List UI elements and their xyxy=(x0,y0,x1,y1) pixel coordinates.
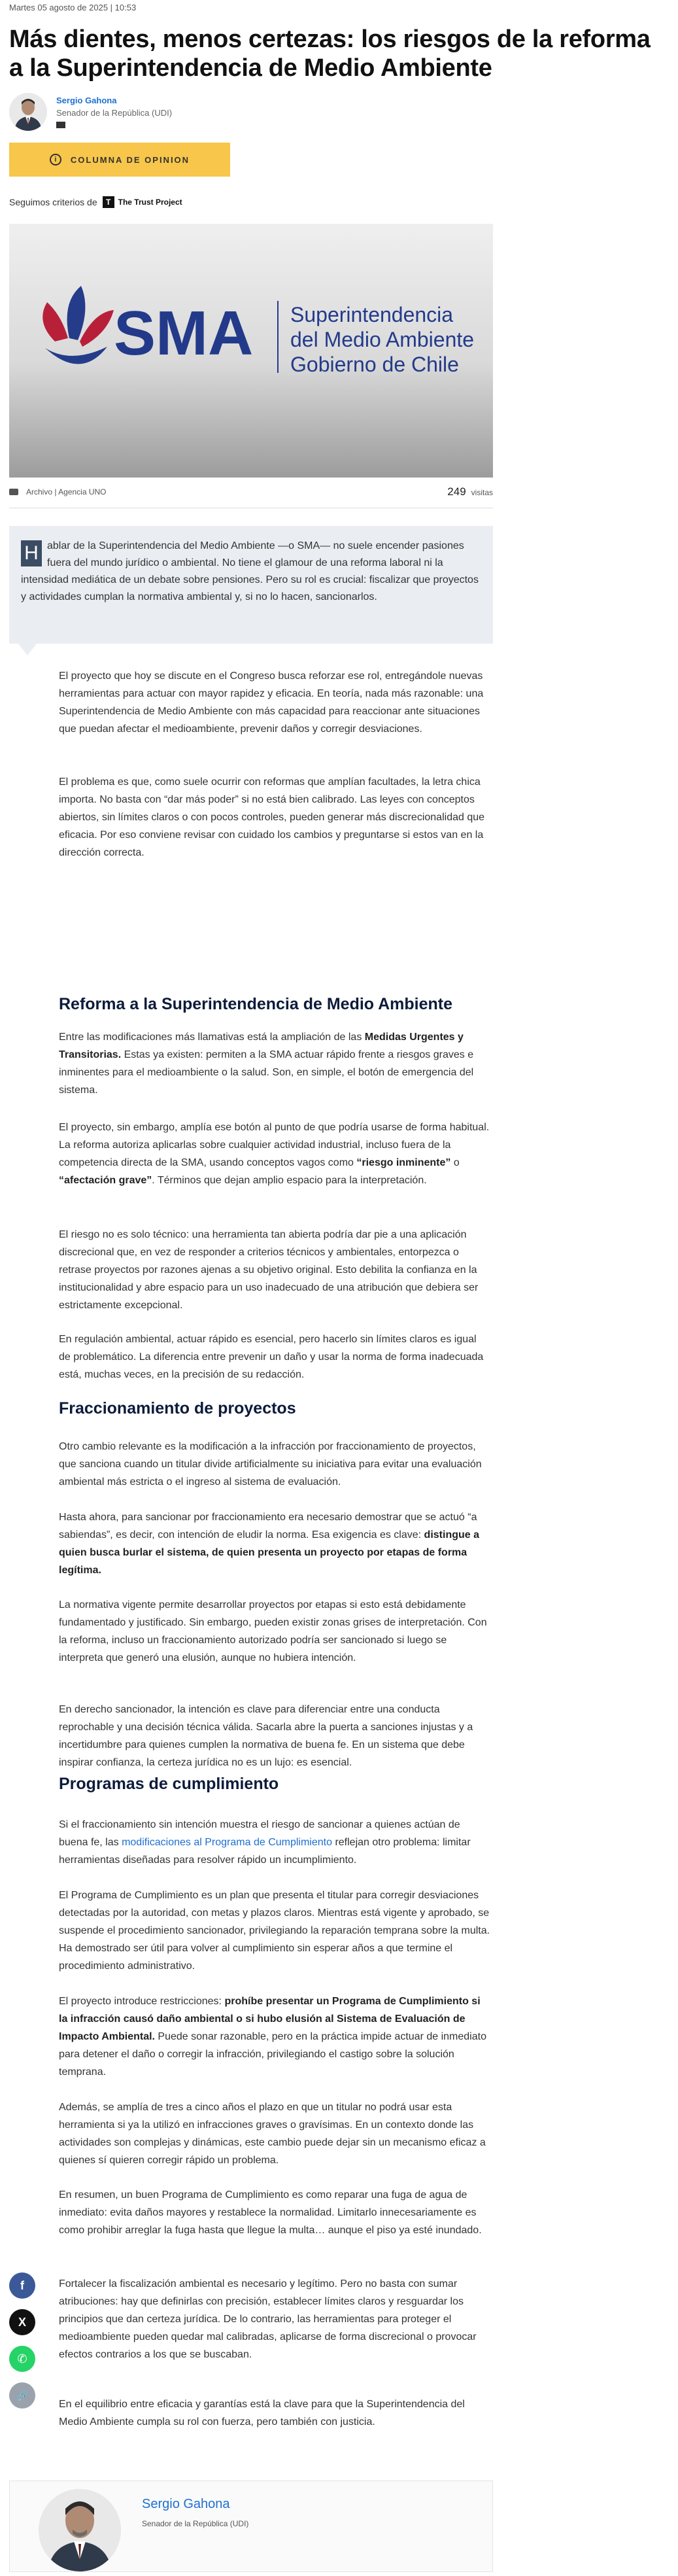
trust-t-icon: T xyxy=(103,196,114,208)
body-paragraph-r3: El riesgo no es solo técnico: una herramienta tan abierta podría dar pie a una aplicación discrecional que, en vez de responder a criterios técnicos y ambientales, entorpezca o retrase proyectos por razones ajenas a su objetivo original. Esto debilita la confianza en la institucionalidad y abre espacio para un uso inadecuado de una atribución que debiera ser estrictamente excepcional. xyxy=(59,1229,479,1311)
hero-line2: del Medio Ambiente xyxy=(290,328,475,351)
share-link-icon[interactable]: 🔗 xyxy=(9,2382,35,2409)
image-credit: Archivo | Agencia UNO xyxy=(26,487,107,496)
author-block xyxy=(9,93,172,131)
body-paragraph-1: El proyecto que hoy se discute en el Congreso busca reforzar ese rol, entregándole nuevas herramientas para actuar con mayor rapidez y eficacia. En teoría, nada más razonable: una Superintendencia de Medio Ambiente con más capacidad para reaccionar ante situaciones que puedan afectar el medioambiente, prevenir daños y corregir desviaciones. xyxy=(59,670,484,735)
trust-logo-text: The Trust Project xyxy=(118,198,182,207)
heading-programas: Programas de cumplimiento xyxy=(59,1775,279,1793)
article-title: Más dientes, menos certezas: los riesgos de la reforma a la Superintendencia de Medio Ambiente xyxy=(9,26,651,82)
opinion-column-badge[interactable] xyxy=(9,143,230,177)
lead-tail xyxy=(18,644,37,655)
visits-counter xyxy=(447,485,493,498)
sma-letters: SMA xyxy=(114,298,254,368)
author-bio-role: Senador de la República (UDI) xyxy=(142,2519,249,2528)
body-paragraph-r2: El proyecto, sin embargo, amplía ese botón al punto de que podría usarse de forma habitual. La reforma autoriza aplicarlas sobre cualquier actividad industrial, incluso fuera de la competencia directa de la SMA, usando conceptos vagos como “riesgo inminente” o “afectación grave”. Términos que dejan amplio espacio para la interpretación. xyxy=(59,1122,490,1186)
trust-project-logo[interactable] xyxy=(103,196,182,208)
body-paragraph-f3: La normativa vigente permite desarrollar proyectos por etapas si esto está debidamente fundamentado y justificado. Sin embargo, pueden existir zonas grises de interpretación. Con la reforma, incluso un fraccionamiento autorizado podría ser sancionado si luego se interpreta que generó una elusión, aunque no hubiera intención. xyxy=(59,1599,487,1663)
body-paragraph-f4: En derecho sancionador, la intención es clave para diferenciar entre una conducta reprochable y una decisión técnica válida. Sacarla abre la puerta a sanciones injustas y a incertidumbre para quienes cumplen la normativa de buena fe. En un sistema que debe inspirar confianza, la certeza jurídica no es un lujo: es esencial. xyxy=(59,1704,473,1768)
body-paragraph-pc3: El proyecto introduce restricciones: prohíbe presentar un Programa de Cumplimiento si la infracción causó daño ambiental o si hubo elusión al Sistema de Evaluación de Impacto Ambiental. Puede sonar razonable, pero en la práctica impide actuar de inmediato para detener el daño o corregir la infracción, privilegiando el castigo sobre la solución temprana. xyxy=(59,1996,486,2078)
body-paragraph-r1: Entre las modificaciones más llamativas está la ampliación de las Medidas Urgentes y Transitorias. Estas ya existen: permiten a la SMA actuar rápido frente a riesgos graves e inminentes para el medioambiente o la salud. Son, en simple, el botón de emergencia del sistema. xyxy=(59,1032,474,1096)
body-paragraph-pc7: En el equilibrio entre eficacia y garantías está la clave para que la Superintendencia del Medio Ambiente cumpla su rol con fuerza, pero también con justicia. xyxy=(59,2399,465,2428)
author-role: Senador de la República (UDI) xyxy=(56,108,173,118)
body-paragraph-r4: En regulación ambiental, actuar rápido es esencial, pero hacerlo sin límites claros es igual de problemático. La diferencia entre prevenir un daño y usar la norma de forma inadecuada está, muchas veces, en la precisión de su redacción. xyxy=(59,1334,484,1380)
programa-cumplimiento-link[interactable]: modificaciones al Programa de Cumplimiento xyxy=(122,1837,332,1848)
mail-icon[interactable] xyxy=(56,122,65,128)
share-facebook-icon[interactable]: f xyxy=(9,2272,35,2299)
heading-reforma: Reforma a la Superintendencia de Medio Ambiente xyxy=(59,995,452,1013)
body-paragraph-pc1: Si el fraccionamiento sin intención muestra el riesgo de sancionar a quienes actúan de buena fe, las modificaciones al Programa de Cumplimiento reflejan otro problema: limitar herramientas diseñadas para resolver rápido un incumplimiento. xyxy=(59,1819,471,1866)
trust-project-row xyxy=(9,196,182,208)
hero-line1: Superintendencia xyxy=(290,303,454,326)
body-paragraph-pc5: En resumen, un buen Programa de Cumplimiento es como reparar una fuga de agua de inmediato: evita daños mayores y restablece la normalidad. Limitarlo innecesariamente es como prohibir arreglar la fuga hasta que llegue la multa… aunque el piso ya esté inundado. xyxy=(59,2189,482,2236)
body-paragraph-f1: Otro cambio relevante es la modificación a la infracción por fraccionamiento de proyectos, que sanciona cuando un titular divide artificialmente su iniciativa para evitar una evaluación ambiental más estricta o el ingreso al sistema de evaluación. xyxy=(59,1441,482,1488)
visits-label: visitas xyxy=(471,488,493,497)
lead-paragraph xyxy=(9,526,493,644)
author-bio-name[interactable]: Sergio Gahona xyxy=(142,2497,230,2511)
author-name[interactable]: Sergio Gahona xyxy=(56,96,117,105)
trust-label: Seguimos criterios de xyxy=(9,197,97,207)
body-paragraph-pc4: Además, se amplía de tres a cinco años el plazo en que un titular no podrá usar esta herramienta si ya la utilizó en infracciones graves o gravísimas. En un contexto donde las actividades son complejas y dinámicas, este cambio puede dejar sin un mecanismo eficaz a quienes sí quieren corregir rápido un problema. xyxy=(59,2102,486,2166)
image-caption-row xyxy=(9,485,493,498)
share-x-icon[interactable]: X xyxy=(9,2309,35,2335)
hero-image xyxy=(9,224,493,478)
body-paragraph-pc6: Fortalecer la fiscalización ambiental es necesario y legítimo. Pero no basta con sumar atribuciones: hay que definirlas con precisión, establecer límites claros y resguardar los principios que dan certeza jurídica. De lo contrario, las herramientas para proteger el medioambiente pueden quedar mal calibradas, aplicarse de forma discrecional o provocar efectos contrarios a los que se buscaban. xyxy=(59,2278,477,2360)
share-whatsapp-icon[interactable]: ✆ xyxy=(9,2346,35,2372)
author-bio-avatar[interactable] xyxy=(39,2489,121,2571)
author-bio-card xyxy=(9,2480,493,2572)
body-paragraph-pc2: El Programa de Cumplimiento es un plan que presenta el titular para corregir desviaciones detectadas por la autoridad, con metas y plazos claros. Mientras está vigente y aprobado, se suspende el procedimiento sancionador, privilegiando la reparación temprana sobre la multa. Ha demostrado ser útil para volver al cumplimiento sin esperar años a que termine el procedimiento administrativo. xyxy=(59,1890,490,1972)
body-paragraph-f2: Hasta ahora, para sancionar por fraccionamiento era necesario demostrar que se actuó “a sabiendas”, es decir, con intención de eludir la norma. Esa exigencia es clave: distingue a quien busca burlar el sistema, de quien presenta un proyecto por etapas de forma legítima. xyxy=(59,1512,479,1576)
camera-icon xyxy=(9,489,18,495)
dropcap: H xyxy=(21,540,42,566)
info-icon: i xyxy=(50,154,61,165)
opinion-label: COLUMNA DE OPINION xyxy=(70,154,190,165)
heading-fraccionamiento: Fraccionamiento de proyectos xyxy=(59,1399,296,1418)
avatar[interactable] xyxy=(9,93,47,131)
publish-date: Martes 05 agosto de 2025 | 10:53 xyxy=(9,3,137,12)
body-paragraph-2: El problema es que, como suele ocurrir con reformas que amplían facultades, la letra chica importa. No basta con “dar más poder” si no está bien calibrado. Las leyes con conceptos abiertos, sin límites claros o con pocos controles, pueden generar más discrecionalidad que eficacia. Por eso conviene revisar con cuidado los cambios y preguntarse si estos van en la dirección correcta. xyxy=(59,776,485,858)
lead-text: ablar de la Superintendencia del Medio Ambiente —o SMA— no suele encender pasiones fuera del mundo jurídico o ambiental. No tiene el glamour de una reforma laboral ni la intensidad mediática de un debate sobre pensiones. Pero su rol es crucial: fiscalizar que proyectos y actividades cumplan la normativa ambiental y, si no lo hacen, sancionarlos. xyxy=(21,540,479,602)
hero-line3: Gobierno de Chile xyxy=(290,353,459,376)
visits-count: 249 xyxy=(447,485,466,498)
